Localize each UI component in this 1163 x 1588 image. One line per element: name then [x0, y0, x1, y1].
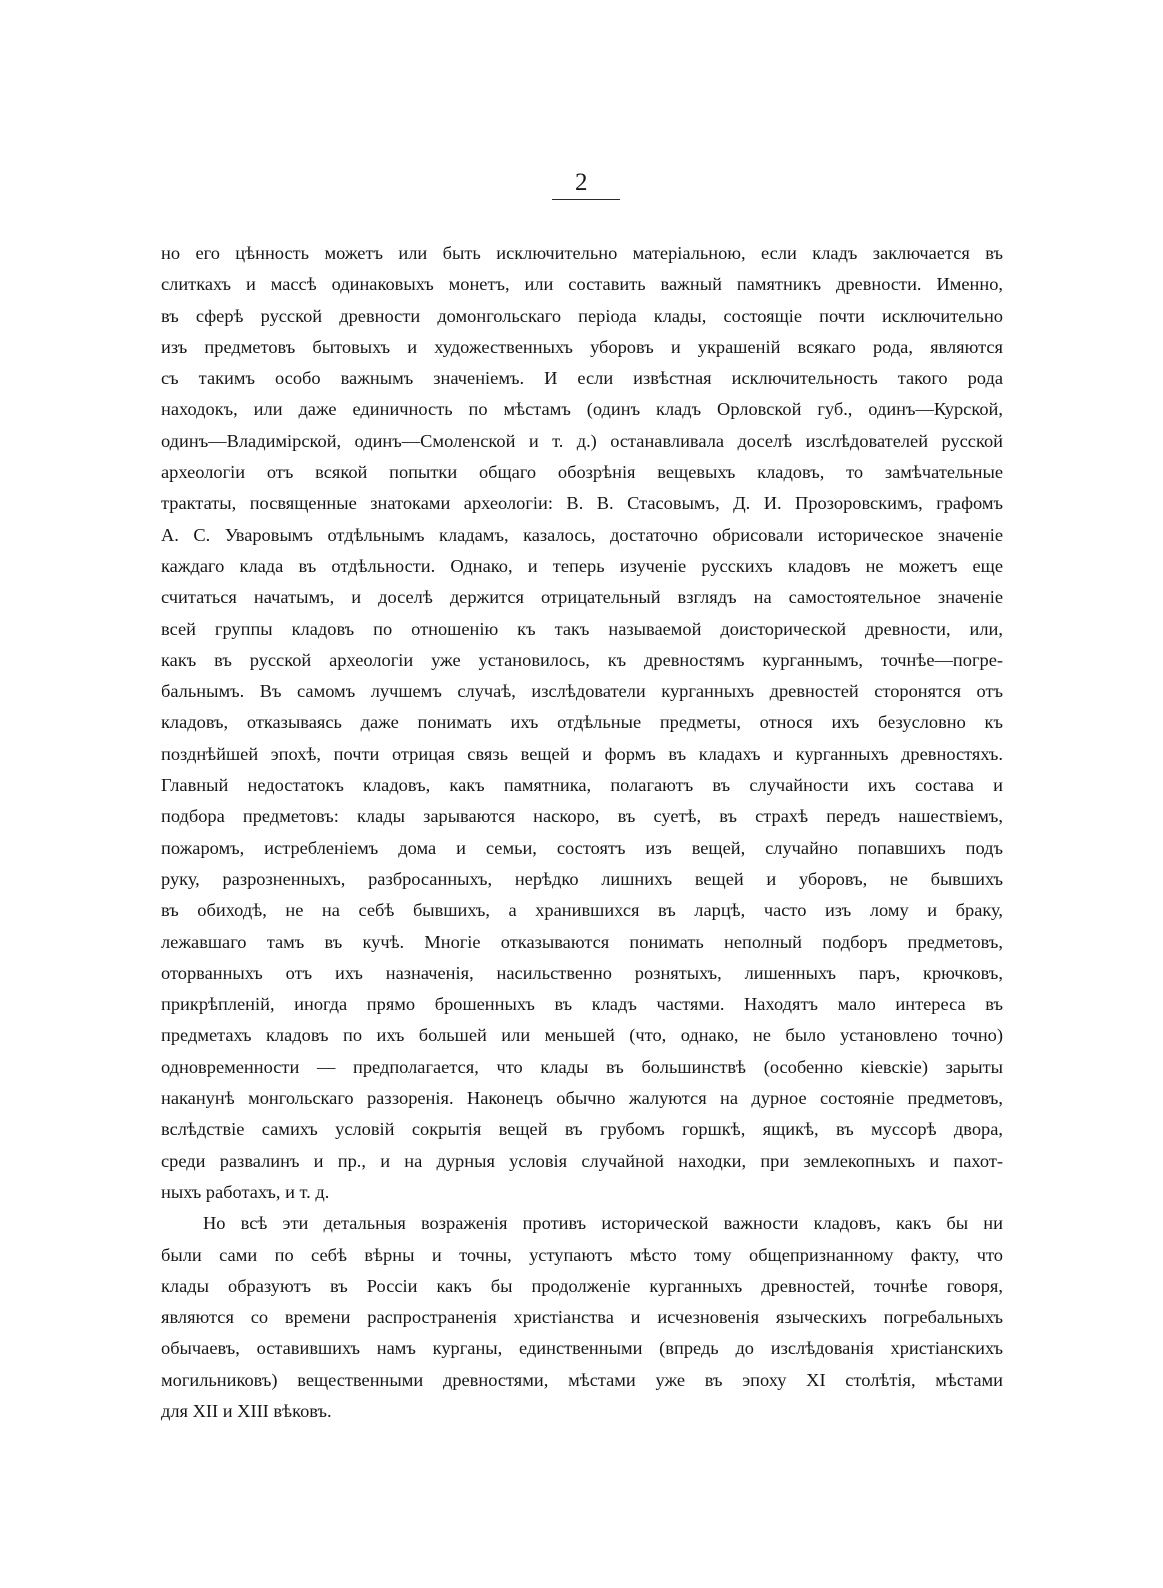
text-line: пожаромъ, истребленіемъ дома и семьи, состоятъ изъ вещей, случайно попавшихъ подъ	[161, 837, 1003, 858]
text-line: наканунѣ монгольскаго раззоренія. Наконецъ обычно жалуются на дурное состояніе предметовъ,	[161, 1088, 1003, 1109]
text-line: Главный недостатокъ кладовъ, какъ памятника, полагаютъ въ случайности ихъ состава и	[161, 775, 1003, 796]
text-line: съ такимъ особо важнымъ значеніемъ. И если извѣстная исключительность такого рода	[161, 368, 1003, 389]
text-line: вслѣдствіе самихъ условій сокрытія вещей въ грубомъ горшкѣ, ящикѣ, въ муссорѣ двора,	[161, 1119, 1003, 1140]
text-line: позднѣйшей эпохѣ, почти отрицая связь вещей и формъ въ кладахъ и курганныхъ древностяхъ.	[161, 743, 1003, 764]
text-line: Но всѣ эти детальныя возраженія противъ исторической важности кладовъ, какъ бы ни	[203, 1213, 1003, 1234]
text-line: А. С. Уваровымъ отдѣльнымъ кладамъ, казалось, достаточно обрисовали историческое значеніе	[161, 524, 1003, 545]
text-line: каждаго клада въ отдѣльности. Однако, и теперь изученіе русскихъ кладовъ не можетъ еще	[161, 555, 1003, 576]
text-line: могильниковъ) вещественными древностями, мѣстами уже въ эпоху XI столѣтія, мѣстами	[161, 1369, 1003, 1390]
text-line: въ обиходѣ, не на себѣ бывшихъ, а хранившихся въ ларцѣ, часто изъ лому и браку,	[161, 900, 1003, 921]
paragraph-2	[161, 1208, 1003, 1427]
text-line: предметахъ кладовъ по ихъ большей или меньшей (что, однако, не было установлено точно)	[161, 1025, 1003, 1046]
text-line: слиткахъ и массѣ одинаковыхъ монетъ, или составить важный памятникъ древности. Именно,	[161, 274, 1003, 295]
text-line: находокъ, или даже единичность по мѣстамъ (одинъ кладъ Орловской губ., одинъ—Курской,	[161, 399, 1003, 420]
text-line: считаться начатымъ, и доселѣ держится отрицательный взглядъ на самостоятельное значеніе	[161, 587, 1003, 608]
text-line: какъ въ русской археологіи уже установилось, къ древностямъ курганнымъ, точнѣе—погре-	[161, 649, 1003, 670]
text-line: въ сферѣ русской древности домонгольскаго періода клады, состоящіе почти исключительно	[161, 305, 1003, 326]
text-line: всей группы кладовъ по отношенію къ такъ называемой доисторической древности, или,	[161, 618, 1003, 639]
text-line: оторванныхъ отъ ихъ назначенія, насильственно рознятыхъ, лишенныхъ паръ, крючковъ,	[161, 962, 1003, 983]
text-line: прикрѣпленій, иногда прямо брошенныхъ въ кладъ частями. Находятъ мало интереса въ	[161, 994, 1003, 1015]
page-number-rule	[552, 199, 620, 200]
text-line: одинъ—Владимірской, одинъ—Смоленской и т. д.) останавливала доселѣ изслѣдователей русской	[161, 430, 1003, 451]
text-line: археологіи отъ всякой попытки общаго обозрѣнія вещевыхъ кладовъ, то замѣчательные	[161, 462, 1003, 483]
text-line: обычаевъ, оставившихъ намъ курганы, единственными (впредь до изслѣдованія христіанскихъ	[161, 1338, 1003, 1359]
text-line: являются со времени распространенія христіанства и исчезновенія языческихъ погребальныхъ	[161, 1307, 1003, 1328]
text-line: ныхъ работахъ, и т. д.	[161, 1181, 330, 1202]
text-line: для XII и XIII вѣковъ.	[161, 1400, 332, 1421]
text-line: среди развалинъ и пр., и на дурныя условія случайной находки, при землекопныхъ и пахот-	[161, 1150, 1003, 1171]
text-line: кладовъ, отказываясь даже понимать ихъ отдѣльные предметы, относя ихъ безусловно къ	[161, 712, 1003, 733]
text-line: подбора предметовъ: клады зарываются наскоро, въ суетѣ, въ страхѣ передъ нашествіемъ,	[161, 806, 1003, 827]
text-line: были сами по себѣ вѣрны и точны, уступаютъ мѣсто тому общепризнанному факту, что	[161, 1244, 1003, 1265]
text-line: лежавшаго тамъ въ кучѣ. Многіе отказываются понимать неполный подборъ предметовъ,	[161, 931, 1003, 952]
body-text	[161, 238, 1003, 1427]
text-line: руку, разрозненныхъ, разбросанныхъ, нерѣдко лишнихъ вещей и уборовъ, не бывшихъ	[161, 868, 1003, 889]
text-line: но его цѣнность можетъ или быть исключительно матеріальною, если кладъ заключается въ	[161, 243, 1003, 263]
paragraph-1	[161, 238, 1003, 1208]
text-line: одновременности — предполагается, что клады въ большинствѣ (особенно кіевскіе) зарыты	[161, 1056, 1003, 1077]
text-line: изъ предметовъ бытовыхъ и художественныхъ уборовъ и украшеній всякаго рода, являются	[161, 336, 1003, 357]
text-line: трактаты, посвященные знатоками археологіи: В. В. Стасовымъ, Д. И. Прозоровскимъ, графомъ	[161, 493, 1003, 514]
text-line: клады образуютъ въ Россіи какъ бы продолженіе курганныхъ древностей, точнѣе говоря,	[161, 1275, 1003, 1296]
text-line: бальнымъ. Въ самомъ лучшемъ случаѣ, изслѣдователи курганныхъ древностей сторонятся отъ	[161, 681, 1003, 702]
page-number: 2	[575, 169, 588, 196]
